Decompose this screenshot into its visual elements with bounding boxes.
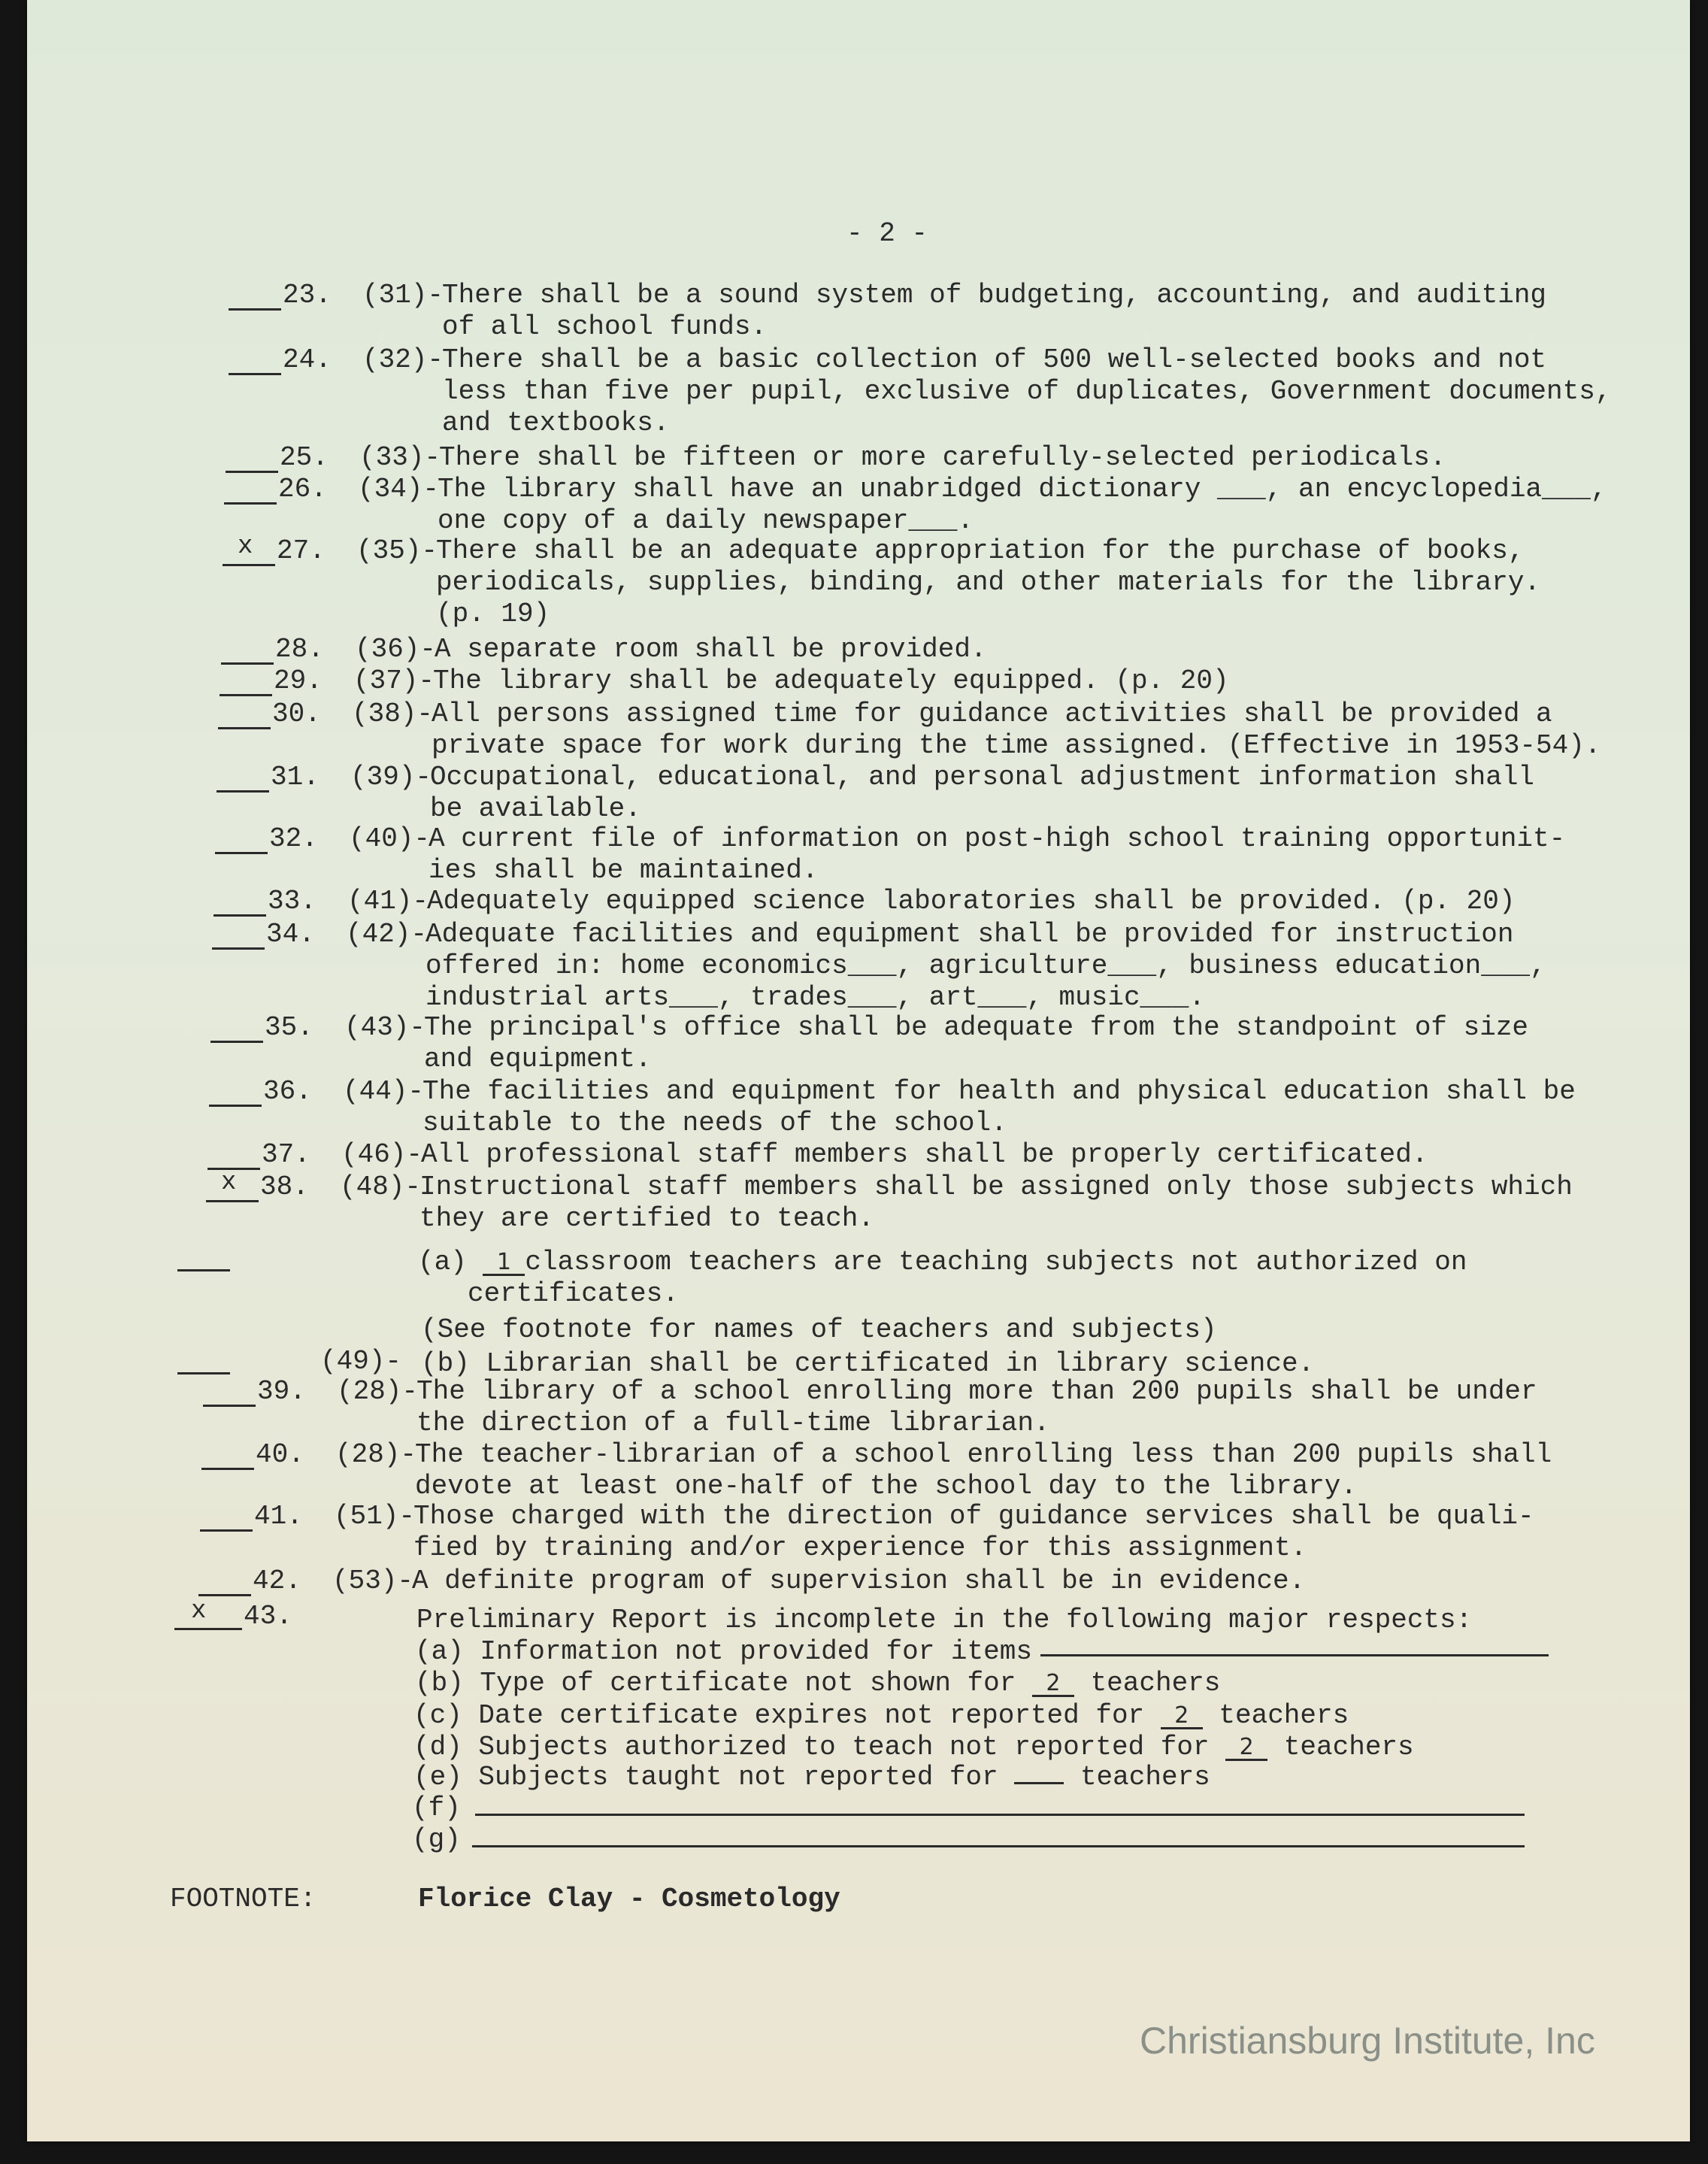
footnote-text: Florice Clay - Cosmetology: [418, 1884, 840, 1914]
item-number: 38.: [260, 1171, 309, 1202]
check-blank[interactable]: [200, 1501, 253, 1532]
item-code: (28)-: [337, 1376, 419, 1407]
item-38a: [418, 1247, 1467, 1277]
item-43b: (b) Type of certificate not shown for 2 teachers: [415, 1668, 1221, 1699]
check-blank[interactable]: [214, 886, 266, 917]
check-blank[interactable]: [177, 1344, 230, 1374]
check-blank[interactable]: [229, 344, 281, 375]
item-text: The library of a school enrolling more than 200 pupils shall be under the direction of a full-time librarian.: [416, 1376, 1537, 1438]
item-49-code: (49)-: [320, 1346, 402, 1377]
check-blank[interactable]: [218, 699, 271, 729]
item-number: 33.: [268, 886, 316, 917]
item-43-number: 43.: [244, 1601, 292, 1632]
check-blank[interactable]: [203, 1376, 256, 1407]
item-43f-blank[interactable]: [475, 1814, 1525, 1816]
item-text: Occupational, educational, and personal adjustment information shall be available.: [430, 762, 1535, 824]
watermark: Christiansburg Institute, Inc: [1140, 2020, 1595, 2062]
item-code: (31)-: [362, 280, 444, 311]
item-text: Adequately equipped science laboratories shall be provided. (p. 20): [427, 886, 1516, 917]
item-43d-fill[interactable]: 2: [1225, 1736, 1267, 1761]
item-code: (28)-: [335, 1439, 417, 1470]
item-43f: (f): [412, 1793, 461, 1823]
item-43e-fill[interactable]: [1014, 1782, 1064, 1784]
check-blank[interactable]: [215, 823, 268, 854]
item-number: 34.: [266, 919, 315, 950]
item-38a-note: (See footnote for names of teachers and subjects): [421, 1314, 1217, 1345]
item-43g-blank[interactable]: [472, 1845, 1525, 1847]
item-code: (33)-: [359, 442, 441, 473]
item-38a-fill[interactable]: 1: [483, 1251, 525, 1276]
item-text: There shall be an adequate appropriation for the purchase of books, periodicals, supplies, binding, and other materials for the library. (p. 19): [436, 535, 1541, 629]
item-code: (43)-: [344, 1012, 426, 1043]
item-number: 25.: [280, 442, 329, 473]
check-blank[interactable]: [217, 762, 269, 793]
item-text: The facilities and equipment for health and physical education shall be suitable to the needs of the school.: [422, 1076, 1576, 1138]
item-text: A current file of information on post-high school training opportunit- ies shall be maintained.: [429, 823, 1566, 886]
item-38a-label: (a): [418, 1247, 467, 1277]
check-blank[interactable]: [220, 665, 272, 696]
item-38a-text-cont: certificates.: [468, 1278, 679, 1309]
item-code: (51)-: [334, 1501, 416, 1532]
item-text: The library shall be adequately equipped. (p. 20): [433, 665, 1229, 696]
item-38a-text: classroom teachers are teaching subjects not authorized on: [525, 1247, 1467, 1277]
item-number: 40.: [256, 1439, 304, 1470]
check-blank[interactable]: [198, 1565, 251, 1596]
item-43-heading: Preliminary Report is incomplete in the following major respects:: [416, 1605, 1473, 1635]
item-text: A separate room shall be provided.: [435, 634, 987, 665]
item-49-text: (b) Librarian shall be certificated in library science.: [421, 1348, 1315, 1379]
item-code: (44)-: [343, 1076, 425, 1107]
item-number: 32.: [269, 823, 318, 854]
item-code: (38)-: [352, 699, 434, 729]
check-blank[interactable]: [201, 1439, 254, 1470]
item-43e: (e) Subjects taught not reported for teachers: [413, 1762, 1210, 1793]
item-text: All professional staff members shall be properly certificated.: [421, 1139, 1428, 1170]
item-text: Those charged with the direction of guidance services shall be quali- fied by training and/or experience for this assignment.: [413, 1501, 1534, 1563]
check-blank[interactable]: [174, 1599, 242, 1630]
item-text: The library shall have an unabridged dictionary ___, an encyclopedia___, one copy of a daily newspaper___.: [438, 474, 1607, 536]
item-text: Adequate facilities and equipment shall be provided for instruction offered in: home economics___, agriculture___, business education___, industrial arts___, trades___, art___, music___.: [425, 919, 1546, 1013]
item-code: (53)-: [332, 1565, 414, 1596]
item-text: There shall be a sound system of budgeting, accounting, and auditing of all school funds.: [442, 280, 1547, 342]
check-blank[interactable]: [221, 634, 274, 665]
item-number: 27.: [277, 535, 326, 566]
item-number: 29.: [274, 665, 323, 696]
item-text: The teacher-librarian of a school enrolling less than 200 pupils shall devote at least one-half of the school day to the library.: [415, 1439, 1552, 1502]
item-43d: (d) Subjects authorized to teach not reported for 2 teachers: [413, 1732, 1414, 1762]
item-text: The principal's office shall be adequate from the standpoint of size and equipment.: [424, 1012, 1529, 1074]
item-text: There shall be a basic collection of 500 well-selected books and not less than five per pupil, exclusive of duplicates, Government documents, and textbooks.: [442, 344, 1612, 438]
check-mark: x: [238, 532, 253, 561]
check-mark: x: [191, 1597, 207, 1626]
item-code: (46)-: [341, 1139, 423, 1170]
item-43a: (a) Information not provided for items: [415, 1636, 1032, 1667]
item-number: 31.: [271, 762, 319, 793]
check-blank[interactable]: [209, 1076, 262, 1107]
item-number: 41.: [254, 1501, 303, 1532]
item-text: There shall be fifteen or more carefully-selected periodicals.: [439, 442, 1446, 473]
item-number: 28.: [275, 634, 324, 665]
item-number: 36.: [263, 1076, 312, 1107]
item-code: (32)-: [362, 344, 444, 375]
check-mark: x: [221, 1168, 237, 1197]
item-code: (48)-: [340, 1171, 422, 1202]
check-blank[interactable]: [226, 442, 278, 473]
item-number: 35.: [265, 1012, 313, 1043]
item-number: 42.: [253, 1565, 301, 1596]
item-code: (42)-: [346, 919, 428, 950]
check-blank[interactable]: [210, 1012, 263, 1043]
item-number: 23.: [283, 280, 332, 311]
check-blank[interactable]: [207, 1139, 260, 1170]
page-number: - 2 -: [846, 218, 928, 249]
footnote-label: FOOTNOTE:: [170, 1884, 316, 1914]
item-number: 24.: [283, 344, 332, 375]
check-blank[interactable]: [177, 1241, 230, 1271]
item-number: 26.: [278, 474, 327, 505]
item-code: (41)-: [347, 886, 429, 917]
item-43b-fill[interactable]: 2: [1032, 1672, 1074, 1697]
item-text: All persons assigned time for guidance activities shall be provided a private space for work during the time assigned. (Effective in 1953-54).: [432, 699, 1601, 761]
item-43c: (c) Date certificate expires not reported for 2 teachers: [413, 1700, 1349, 1731]
item-43g: (g): [412, 1824, 461, 1855]
item-text: Instructional staff members shall be assigned only those subjects which they are certified to teach.: [419, 1171, 1573, 1234]
item-43c-fill[interactable]: 2: [1161, 1705, 1203, 1729]
item-text: A definite program of supervision shall be in evidence.: [412, 1565, 1306, 1596]
item-43a-blank[interactable]: [1040, 1654, 1549, 1656]
check-blank[interactable]: [224, 474, 277, 505]
item-code: (40)-: [349, 823, 431, 854]
item-code: (34)-: [358, 474, 440, 505]
item-number: 37.: [262, 1139, 310, 1170]
item-code: (36)-: [355, 634, 437, 665]
item-number: 39.: [257, 1376, 306, 1407]
document-page: [27, 0, 1690, 2141]
item-code: (39)-: [350, 762, 432, 793]
item-number: 30.: [272, 699, 321, 729]
check-blank[interactable]: [212, 919, 265, 950]
item-code: (35)-: [356, 535, 438, 566]
check-blank[interactable]: [229, 280, 281, 311]
item-code: (37)-: [353, 665, 435, 696]
